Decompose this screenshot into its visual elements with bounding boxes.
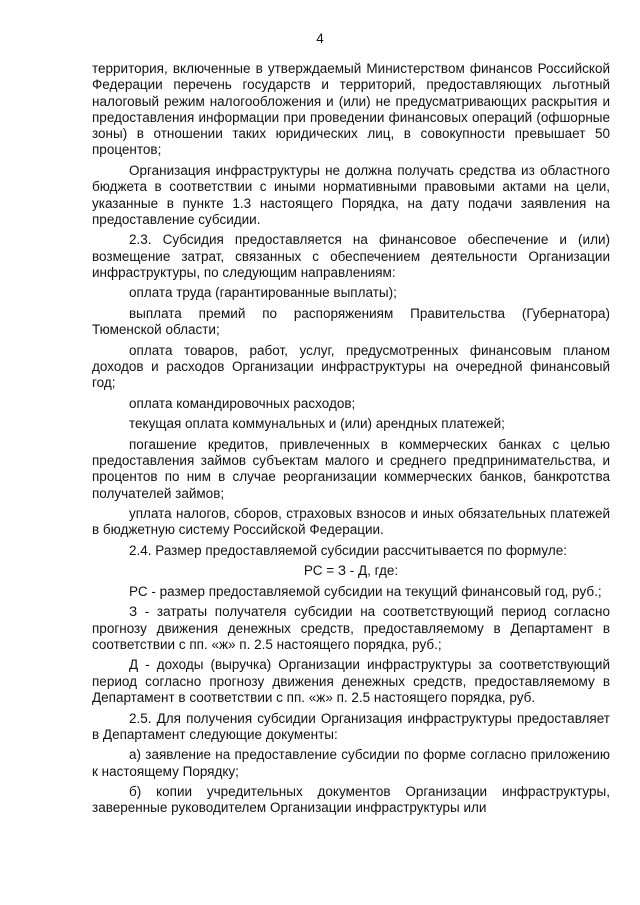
list-item-utilities-rent: текущая оплата коммунальных и (или) арендных платежей; <box>129 416 505 432</box>
list-item-application: а) заявление на предоставление субсидии по форме согласно приложению к настоящему Порядку; <box>92 747 610 779</box>
definition-z: З - затраты получателя субсидии на соответствующий период согласно прогнозу движения денежных средств, предоставляемому в Департамент в соответствии с пп. «ж» п. 2.5 настоящего порядка, руб.; <box>92 604 610 652</box>
document-body <box>92 61 610 821</box>
list-item-taxes: уплата налогов, сборов, страховых взносов и иных обязательных платежей в бюджетную систему Российской Федерации. <box>92 506 610 538</box>
page-number: 4 <box>316 31 324 46</box>
paragraph-offshore-criteria: территория, включенные в утверждаемый Министерством финансов Российской Федерации перечень государств и территорий, предоставляющих льготный налоговый режим налогообложения и (или) не предусматривающих раскрытия и предоставления информации при проведении финансовых операций (офшорные зоны) в отношении таких юридических лиц, в совокупности превышает 50 процентов; <box>92 61 610 158</box>
paragraph-section-2-5: 2.5. Для получения субсидии Организация инфраструктуры предоставляет в Департамент следующие документы: <box>92 710 610 742</box>
formula: РС = З - Д, где: <box>303 563 399 579</box>
list-item-travel: оплата командировочных расходов; <box>129 395 356 411</box>
definition-d: Д - доходы (выручка) Организации инфраструктуры за соответствующий период согласно прогнозу движения денежных средств, предоставляемому в Департамент в соответствии с пп. «ж» п. 2.5 настоящего порядка, руб. <box>92 657 610 706</box>
paragraph-section-2-3: 2.3. Субсидия предоставляется на финансовое обеспечение и (или) возмещение затрат, связанных с обеспечением деятельности Организации инфраструктуры, по следующим направлениям: <box>92 232 610 280</box>
list-item-bonuses: выплата премий по распоряжениям Правительства (Губернатора) Тюменской области; <box>92 305 610 338</box>
list-item-founding-documents: б) копии учредительных документов Организации инфраструктуры, заверенные руководителем Организации инфраструктуры или <box>92 784 610 816</box>
list-item-loan-repayment: погашение кредитов, привлеченных в коммерческих банках с целью предоставления займов субъектам малого и среднего предпринимательства, и процентов по ним в случае реорганизации коммерческих банков, банкротства получателей займов; <box>92 436 610 501</box>
list-item-salary: оплата труда (гарантированные выплаты); <box>129 285 397 301</box>
paragraph-section-2-4: 2.4. Размер предоставляемой субсидии рассчитывается по формуле: <box>129 542 567 558</box>
list-item-goods-services: оплата товаров, работ, услуг, предусмотренных финансовым планом доходов и расходов Организации инфраструктуры на очередной финансовый год; <box>92 342 610 391</box>
paragraph-no-other-funding: Организация инфраструктуры не должна получать средства из областного бюджета в соответствии с иными нормативными правовыми актами на цели, указанные в пункте 1.3 настоящего Порядка, на дату подачи заявления на предоставление субсидии. <box>92 162 610 227</box>
definition-rs: РС - размер предоставляемой субсидии на текущий финансовый год, руб.; <box>129 583 602 599</box>
